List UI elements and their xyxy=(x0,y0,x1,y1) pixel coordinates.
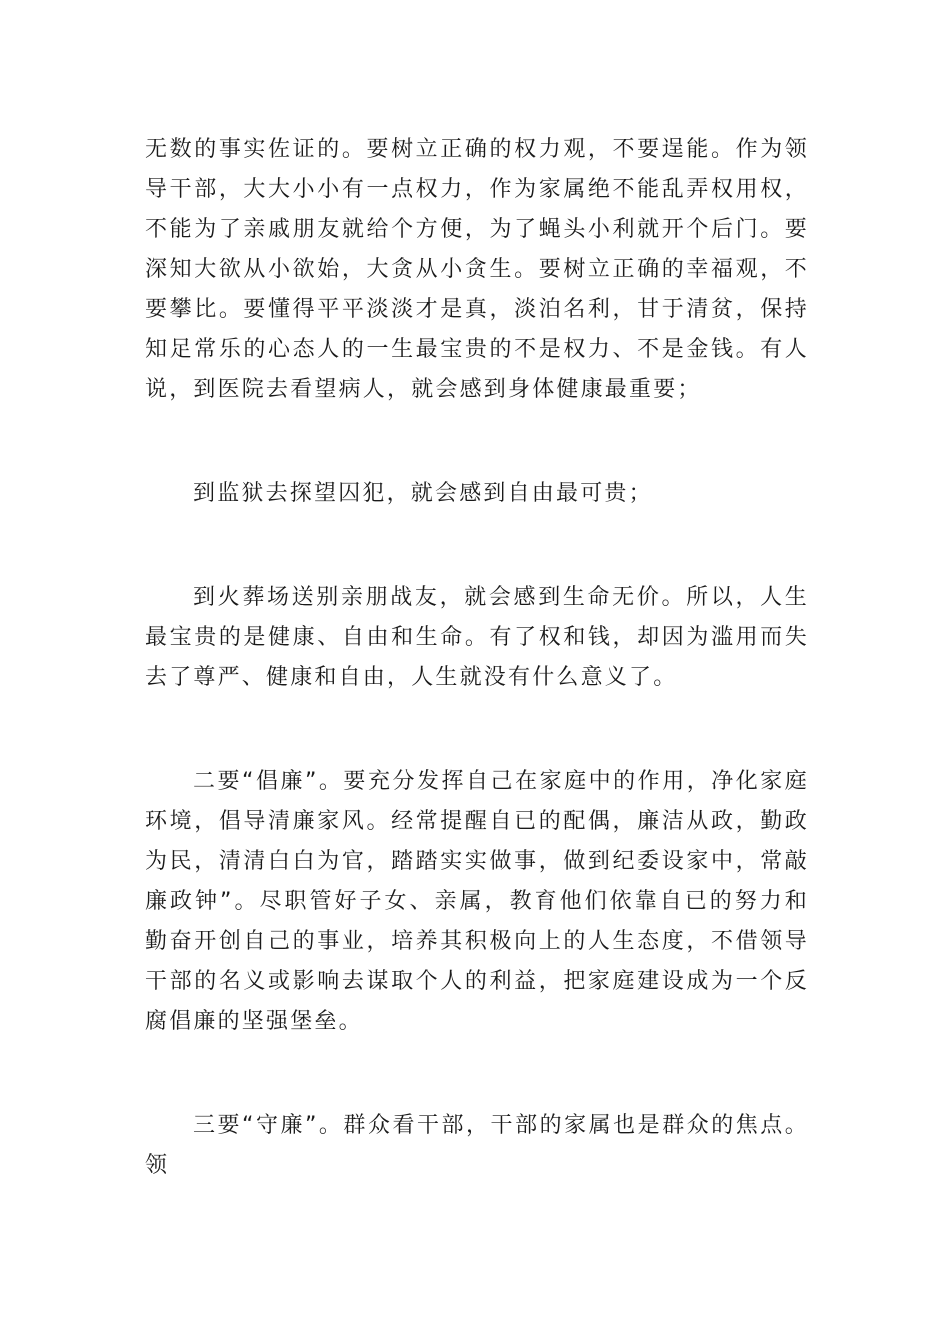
paragraph-prison-visit: 到监狱去探望囚犯，就会感到自由最可贵； xyxy=(193,481,653,506)
paragraph-continuation: 无数的事实佐证的。要树立正确的权力观，不要逞能。作为领导干部，大大小小有一点权力，作为家属绝不能乱弄权用权，不能为了亲戚朋友就给个方便，为了蝇头小利就开个后门。要深知大欲从小欲始，大贪从小贪生。要树立正确的幸福观，不要攀比。要懂得平平淡淡才是真，淡泊名利，甘于清贫，保持知足常乐的心态人的一生最宝贵的不是权力、不是金钱。有人说，到医院去看望病人，就会感到身体健康最重要； xyxy=(145,137,809,402)
paragraph-advocate-integrity: 二要“倡廉”。要充分发挥自己在家庭中的作用，净化家庭环境，倡导清廉家风。经常提醒自已的配偶，廉洁从政，勤政为民，清清白白为官，踏踏实实做事，做到纪委设家中，常敲廉政钟”。尽职管好子女、亲属，教育他们依靠自已的努力和勤奋开创自己的事业，培养其积极向上的人生态度，不借领导干部的名义或影响去谋取个人的利益，把家庭建设成为一个反腐倡廉的坚强堡垒。 xyxy=(145,769,809,1034)
paragraph-keep-integrity: 三要“守廉”。群众看干部，干部的家属也是群众的焦点。领 xyxy=(145,1113,809,1178)
paragraph-crematorium: 到火葬场送别亲朋战友，就会感到生命无价。所以，人生最宝贵的是健康、自由和生命。有了权和钱，却因为滥用而失去了尊严、健康和自由，人生就没有什么意义了。 xyxy=(145,585,809,690)
document-body xyxy=(145,130,809,1186)
